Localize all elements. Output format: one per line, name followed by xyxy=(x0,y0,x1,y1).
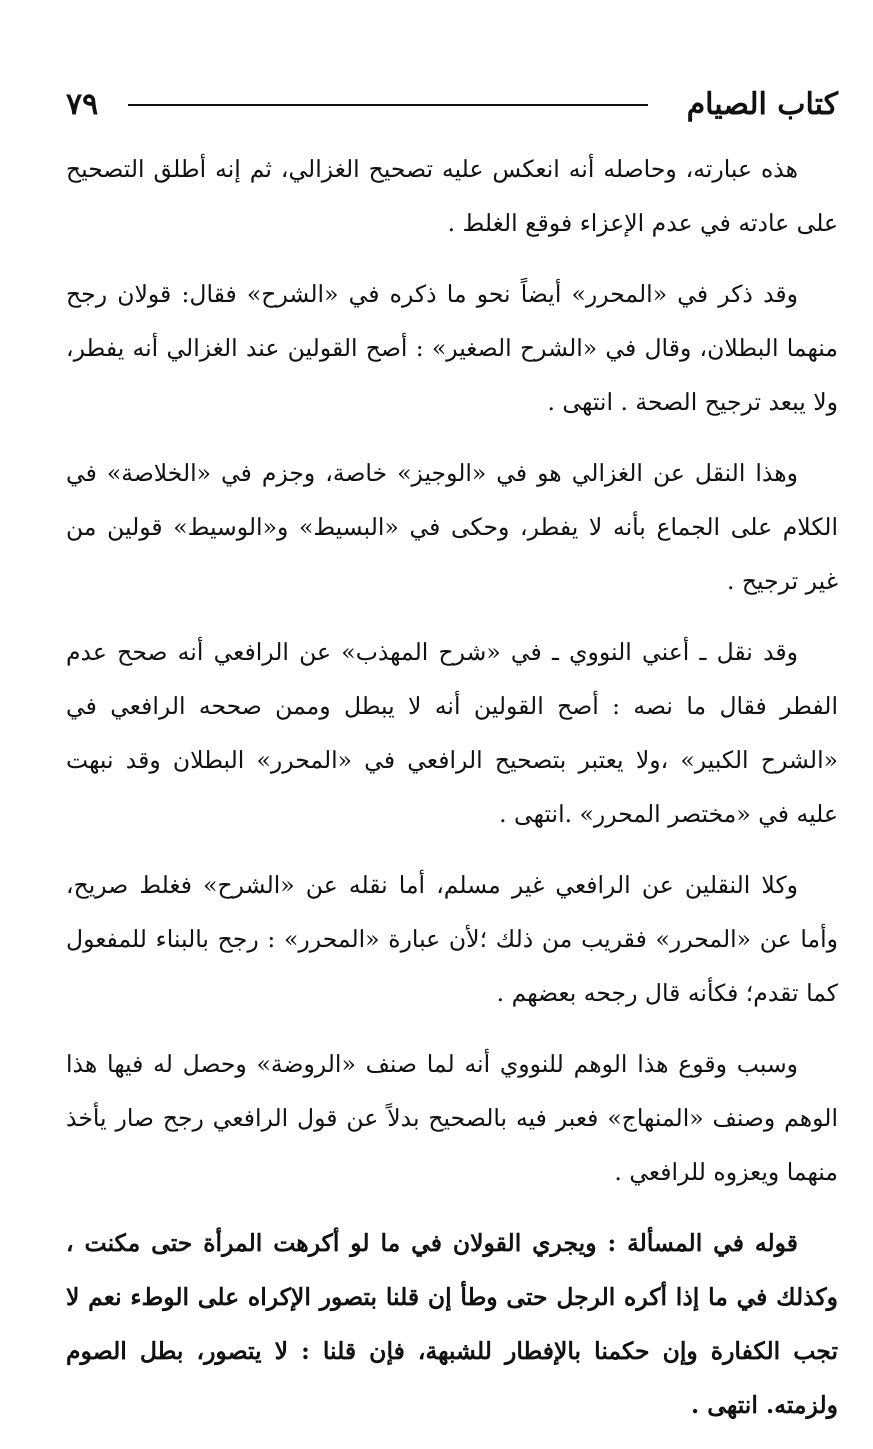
page-header xyxy=(66,82,838,128)
paragraph-1: هذه عبارته، وحاصله أنه انعكس عليه تصحيح الغزالي، ثم إنه أطلق التصحيح على عادته في عدم الإعزاء فوقع الغلط . xyxy=(66,155,838,237)
header-rule xyxy=(128,104,648,106)
paragraph-5: وكلا النقلين عن الرافعي غير مسلم، أما نقله عن «الشرح» فغلط صريح، وأما عن «المحرر» فقريب من ذلك ؛لأن عبارة «المحرر» : رجح بالبناء للمفعول كما تقدم؛ فكأنه قال رجحه بعضهم . xyxy=(66,871,838,1007)
paragraph-4: وقد نقل ـ أعني النووي ـ في «شرح المهذب» عن الرافعي أنه صحح عدم الفطر فقال ما نصه : أصح القولين أنه لا يبطل وممن صححه الرافعي في «الشرح الكبير» ،ولا يعتبر بتصحيح الرافعي في «المحرر» البطلان وقد نبهت عليه في «مختصر المحرر» .انتهى . xyxy=(66,638,838,828)
running-title: كتاب الصيام xyxy=(686,87,838,122)
bold-paragraph: قوله في المسألة : ويجري القولان في ما لو أكرهت المرأة حتى مكنت ، وكذلك في ما إذا أكره الرجل حتى وطأ إن قلنا بتصور الإكراه على الوطء نعم لا تجب الكفارة وإن حكمنا بالإفطار للشبهة، فإن قلنا : لا يتصور، بطل الصوم ولزمته. انتهى . xyxy=(66,1229,838,1419)
paragraph-6: وسبب وقوع هذا الوهم للنووي أنه لما صنف «الروضة» وحصل له فيها هذا الوهم وصنف «المنهاج» فعبر فيه بالصحيح بدلاً عن قول الرافعي رجح صار يأخذ منهما ويعزوه للرافعي . xyxy=(66,1050,838,1186)
paragraph-3: وهذا النقل عن الغزالي هو في «الوجيز» خاصة، وجزم في «الخلاصة» في الكلام على الجماع بأنه لا يفطر، وحكى في «البسيط» و«الوسيط» قولين من غير ترجيح . xyxy=(66,459,838,595)
paragraph-2: وقد ذكر في «المحرر» أيضاً نحو ما ذكره في «الشرح» فقال: قولان رجح منهما البطلان، وقال في «الشرح الصغير» : أصح القولين عند الغزالي أنه يفطر، ولا يبعد ترجيح الصحة . انتهى . xyxy=(66,280,838,416)
page-body xyxy=(66,142,838,1449)
page-number: ٧٩ xyxy=(66,87,99,122)
